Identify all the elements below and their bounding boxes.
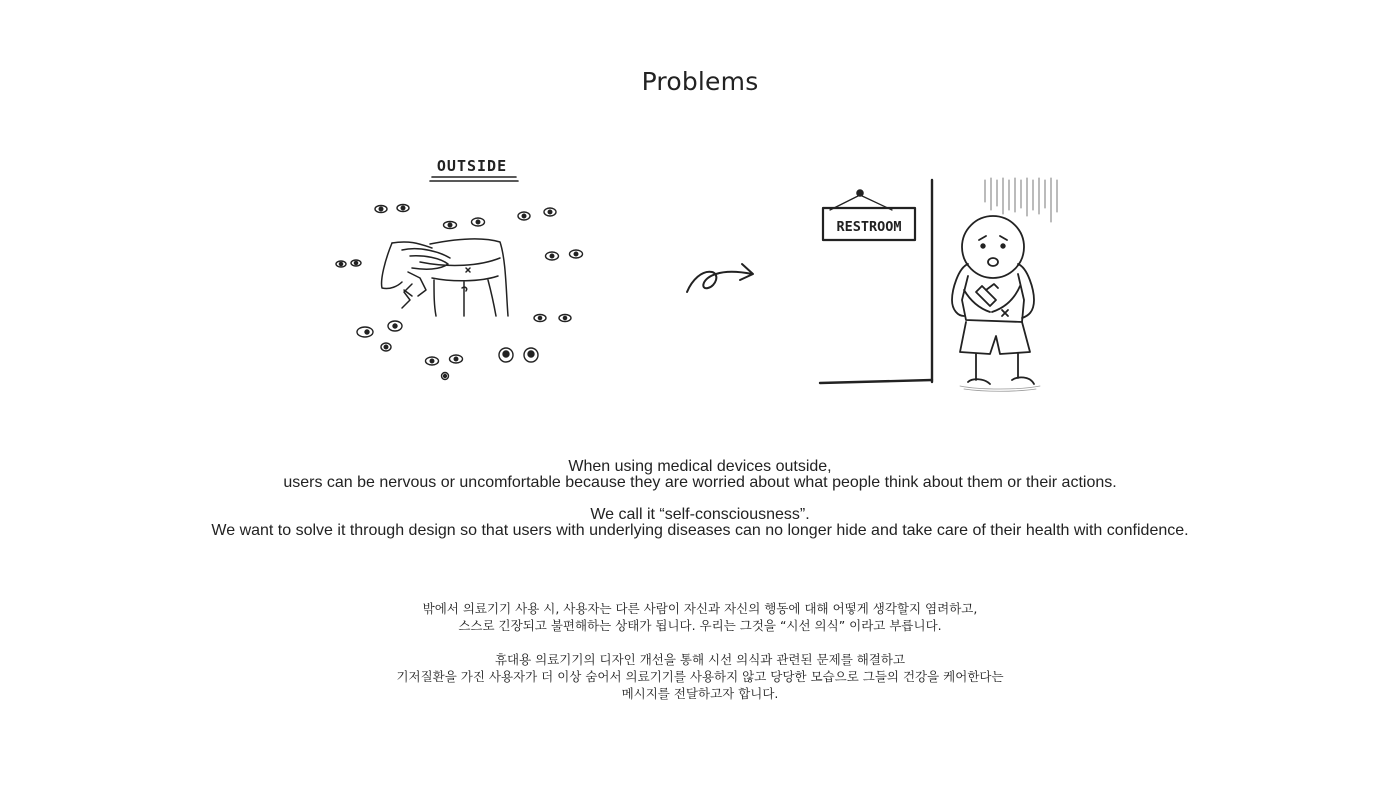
outside-label: OUTSIDE [436, 157, 508, 175]
ko-para2-line1: 휴대용 의료기기의 디자인 개선을 통해 시선 의식과 관련된 문제를 해결하고 [494, 652, 906, 667]
person-torso-sketch [382, 239, 508, 316]
worried-person-sketch [952, 216, 1034, 384]
ko-para1-line1: 밖에서 의료기기 사용 시, 사용자는 다른 사람이 자신과 자신의 행동에 대해 어떻게 생각할지 염려하고, [422, 601, 978, 616]
english-description [0, 459, 1400, 539]
en-para2-line2: We want to solve it through design so that users with underlying diseases can no longer hide and take care of their health with confidence. [211, 522, 1189, 539]
ko-para2-line3: 메시지를 전달하고자 합니다. [621, 686, 779, 701]
sketch-drawing [0, 140, 1400, 420]
page-title: Problems [641, 66, 759, 96]
ground-shadow [960, 386, 1040, 391]
restroom-label: RESTROOM [836, 219, 902, 235]
transition-arrow-icon [687, 264, 753, 292]
ko-para1-line2: 스스로 긴장되고 불편해하는 상태가 됩니다. 우리는 그것을 “시선 의식” 이라고 부릅니다. [458, 618, 942, 633]
en-para1-line2: users can be nervous or uncomfortable because they are worried about what people think about them or their actions. [283, 474, 1117, 491]
ko-para2-line2: 기저질환을 가진 사용자가 더 이상 숨어서 의료기기를 사용하지 않고 당당한 모습으로 그들의 건강을 케어한다는 [396, 669, 1004, 684]
problem-illustration [0, 140, 1400, 420]
staring-eyes [336, 205, 583, 380]
restroom-sign [823, 190, 915, 240]
en-para1-line1: When using medical devices outside, [568, 458, 832, 475]
en-para2-line1: We call it “self-consciousness”. [590, 506, 810, 523]
korean-description [0, 600, 1400, 702]
